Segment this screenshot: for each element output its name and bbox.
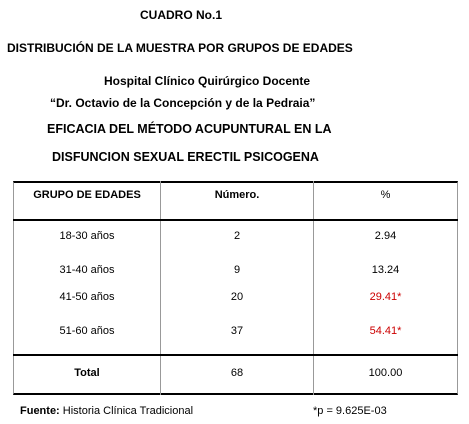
cell-grupo: 41-50 años [59, 291, 115, 303]
total-rule [13, 354, 458, 356]
hospital-name: Hospital Clínico Quirúrgico Docente [104, 74, 311, 88]
cell-percent: 2.94 [374, 230, 397, 242]
total-percent: 100.00 [368, 367, 403, 379]
cell-numero: 20 [230, 291, 244, 303]
header-grupo: GRUPO DE EDADES [33, 189, 141, 201]
source-text: Historia Clínica Tradicional [59, 405, 194, 417]
source-label: Fuente: [20, 405, 60, 417]
header-numero: Número. [214, 189, 260, 201]
table-frame [13, 181, 458, 395]
p-value-note: *p = 9.625E-03 [313, 405, 387, 417]
cell-numero: 9 [233, 264, 241, 276]
cell-grupo: 31-40 años [59, 264, 115, 276]
column-divider [160, 181, 161, 395]
distribution-title: DISTRIBUCIÓN DE LA MUESTRA POR GRUPOS DE EDADES [7, 41, 353, 55]
cell-grupo: 51-60 años [59, 325, 115, 337]
column-divider [313, 181, 314, 395]
study-title-line-2: DISFUNCION SEXUAL ERECTIL PSICOGENA [52, 150, 319, 164]
hospital-honoree: “Dr. Octavio de la Concepción y de la Pedraia” [50, 96, 316, 110]
total-numero: 68 [230, 367, 244, 379]
cell-percent-significant: 54.41* [369, 325, 402, 337]
cell-percent: 13.24 [371, 264, 400, 276]
cell-numero: 2 [233, 230, 241, 242]
source-note [20, 405, 193, 418]
total-label: Total [74, 367, 100, 379]
header-percent: % [380, 189, 391, 201]
cell-percent-significant: 29.41* [369, 291, 402, 303]
header-rule [13, 219, 458, 221]
table-number-title: CUADRO No.1 [140, 8, 223, 22]
cell-grupo: 18-30 años [59, 230, 115, 242]
cell-numero: 37 [230, 325, 244, 337]
study-title-line-1: EFICACIA DEL MÉTODO ACUPUNTURAL EN LA [47, 122, 332, 136]
